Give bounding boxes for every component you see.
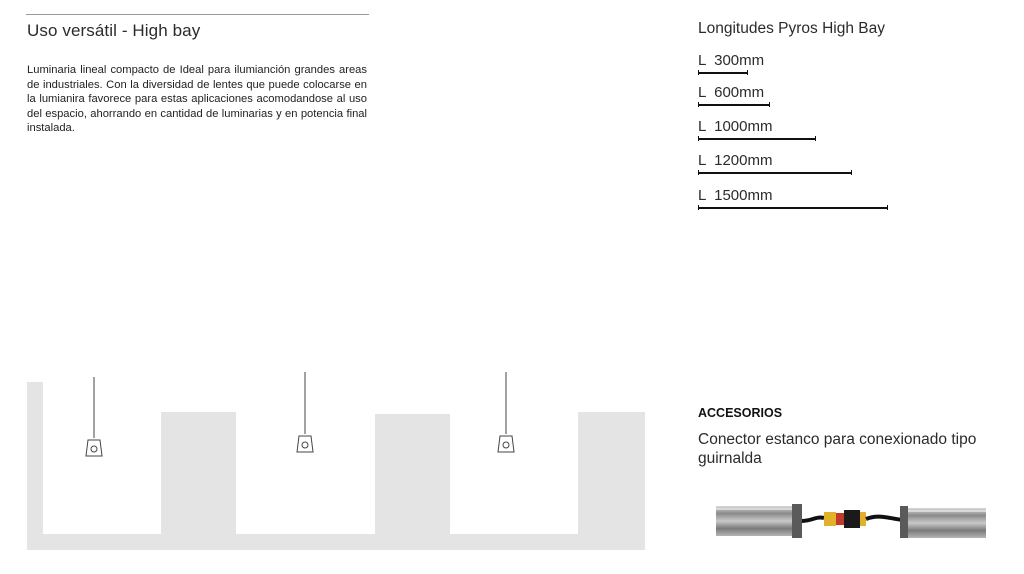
length-label: L 1200mm <box>698 152 773 169</box>
pendant-lamp-2 <box>297 372 313 452</box>
section-title: Uso versátil - High bay <box>27 21 201 40</box>
warehouse-floor-profile <box>27 382 645 550</box>
length-item-1000 <box>698 118 772 135</box>
lengths-title: Longitudes Pyros High Bay <box>698 20 885 37</box>
cable-right <box>866 517 902 520</box>
accessories-heading: ACCESORIOS <box>698 406 783 420</box>
length-item-300 <box>698 52 764 69</box>
cable-left <box>802 518 824 521</box>
high-bay-scene-illustration <box>27 360 647 555</box>
luminaire-body-right <box>900 506 986 538</box>
length-item-1200 <box>698 152 772 169</box>
connector-product-image <box>712 494 990 546</box>
length-bar-1000 <box>698 138 816 140</box>
length-item-600 <box>698 84 764 101</box>
length-label: L 1000mm <box>698 118 773 135</box>
length-bar-1500 <box>698 207 888 209</box>
pendant-lamp-3 <box>498 372 514 452</box>
length-label: L 300mm <box>698 52 765 69</box>
section-description: Luminaria lineal compacto de Ideal para ilumianción grandes areas de industriales. Con la diversidad de lentes que puede colocarse en la lumianira favorece para estas aplicaciones acomodandose al uso del espacio, ahorrando en cantidad de luminarias y en potencia final instalada. <box>27 64 367 135</box>
luminaire-body-left <box>716 504 802 538</box>
accessories-description: Conector estanco para conexionado tipo guirnalda <box>698 431 977 467</box>
length-bar-1200 <box>698 172 852 174</box>
length-label: L 1500mm <box>698 187 773 204</box>
length-item-1500 <box>698 187 772 204</box>
connector-plug <box>824 510 866 528</box>
length-bar-600 <box>698 104 770 106</box>
title-rule <box>26 14 369 15</box>
pendant-lamp-1 <box>86 377 102 456</box>
length-label: L 600mm <box>698 84 765 101</box>
length-bar-300 <box>698 72 748 74</box>
